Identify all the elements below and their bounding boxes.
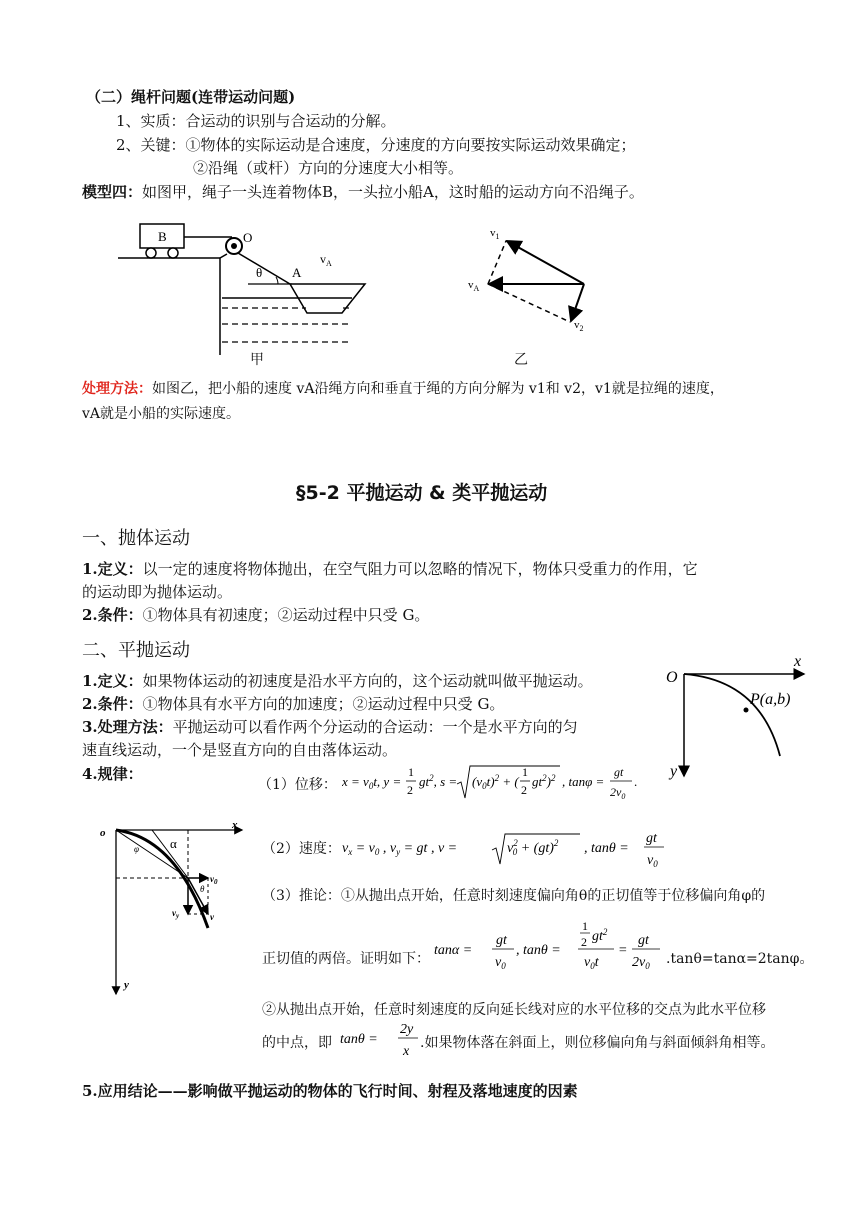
svg-text:1: 1 xyxy=(408,765,414,779)
inference-line-4b: .如果物体落在斜面上，则位移偏向角与斜面倾斜角相等。 xyxy=(420,1035,775,1051)
label-va: $v_A$ xyxy=(320,252,332,268)
label-y-right: y xyxy=(670,763,678,780)
label-o: O xyxy=(243,230,253,245)
label-v2: $v_2$ xyxy=(574,319,584,333)
rope-line xyxy=(238,253,290,284)
part2-cond xyxy=(82,693,504,714)
section-title: §5-2 平抛运动 & 类平抛运动 xyxy=(296,482,548,504)
svg-text:v0t: $v_0t$ xyxy=(584,955,599,971)
caption-jia: 甲 xyxy=(250,352,264,368)
svg-text:2v0: $2v_0$ xyxy=(610,785,626,801)
label-o-right: O xyxy=(666,669,678,686)
part1-def-label: 1.定义： xyxy=(82,560,143,578)
inference-line-1 xyxy=(262,885,765,905)
svg-text:1: 1 xyxy=(522,765,528,779)
method-text: 如图乙，把小船的速度 vA沿绳方向和垂直于绳的方向分解为 v1和 v2，v1就是拉绳的速度， xyxy=(152,381,724,397)
inference-proof-formula xyxy=(434,918,674,978)
rope-item-key-2: ②沿绳（或杆）方向的分速度大小相等。 xyxy=(193,159,464,177)
caption-yi: 乙 xyxy=(514,352,528,368)
inference-line-4a: 的中点，即 xyxy=(262,1035,332,1051)
cart-wheel-right xyxy=(168,248,178,258)
displacement-label: （1）位移： xyxy=(258,777,337,793)
part2-method xyxy=(82,716,578,737)
rope-heading: （二）绳杆问题(连带运动问题) xyxy=(86,88,296,106)
part2-cond-text: ①物体具有水平方向的加速度；②运动过程中只受 G。 xyxy=(142,695,505,713)
svg-text:2y: 2y xyxy=(400,1022,414,1037)
svg-text:2: 2 xyxy=(407,783,413,797)
label-theta: θ xyxy=(256,265,263,280)
vector-v2 xyxy=(571,284,584,321)
part2-def-label: 1.定义： xyxy=(82,672,143,690)
inference-line-2a: 正切值的两倍。证明如下： xyxy=(262,951,430,967)
part1-cond-text: ①物体具有初速度；②运动过程中只受 G。 xyxy=(142,606,430,624)
part1-def-text: 以一定的速度将物体抛出，在空气阻力可以忽略的情况下，物体只受重力的作用，它 xyxy=(142,560,698,578)
inference-label: （3）推论： xyxy=(262,888,341,904)
velocity-label: （2）速度： xyxy=(262,841,341,857)
svg-text:, tanθ =: , tanθ = xyxy=(584,841,629,856)
model-four-line xyxy=(82,181,644,202)
model-four-label: 模型四： xyxy=(82,183,143,201)
part1-def xyxy=(82,558,698,579)
label-y-left: y xyxy=(124,979,129,991)
svg-text:tanθ =: tanθ = xyxy=(340,1032,378,1047)
svg-text:x: x xyxy=(403,1044,410,1059)
vector-v1 xyxy=(507,241,584,284)
cart-wheel-left xyxy=(146,248,156,258)
label-va-yi: $v_A$ xyxy=(468,279,480,293)
svg-text:v20 + (gt)2: $v^2$ 0 + (gt)$^2$ xyxy=(507,838,559,857)
svg-text:, tanφ =: , tanφ = xyxy=(562,774,605,789)
label-vy-left: $v_y$ xyxy=(172,908,180,920)
part2-heading: 二、平抛运动 xyxy=(82,640,190,661)
velocity-graph xyxy=(96,818,256,998)
svg-text:v0: $v_0$ xyxy=(495,955,506,971)
svg-text:.: . xyxy=(634,774,638,789)
method-line-2: vA就是小船的实际速度。 xyxy=(82,406,241,422)
velocity-formula xyxy=(342,822,682,874)
part1-heading: 一、抛体运动 xyxy=(82,528,190,549)
svg-text:v0: $v_0$ xyxy=(647,853,658,869)
label-alpha-left: α xyxy=(170,836,177,851)
label-x-right: x xyxy=(794,653,802,670)
trajectory-curve xyxy=(684,674,780,756)
svg-text:2v0: $2v_0$ xyxy=(632,955,650,971)
method-line-1 xyxy=(82,378,724,398)
figure-yi-diagram xyxy=(460,218,600,338)
label-phi-left: φ xyxy=(134,844,139,854)
left-trajectory xyxy=(116,830,208,928)
label-v-left: v xyxy=(210,912,214,922)
label-a: A xyxy=(292,265,302,280)
part2-def xyxy=(82,670,593,691)
part1-cond xyxy=(82,604,429,625)
inference-line-3: ②从抛出点开始，任意时刻速度的反向延长线对应的水平位移的交点为此水平位移 xyxy=(262,1002,766,1018)
figure-jia-diagram xyxy=(110,210,370,370)
part2-method-text: 平抛运动可以看作两个分运动的合运动：一个是水平方向的匀 xyxy=(172,718,578,736)
svg-text:(v0t)2 + (: $(v_0t)^2$ + ( xyxy=(472,773,519,791)
svg-text:2: 2 xyxy=(581,935,587,949)
svg-text:gt: gt xyxy=(638,933,649,948)
rope-item-key: 2、关键：①物体的实际运动是合速度，分速度的方向要按实际运动效果确定； xyxy=(116,136,636,154)
svg-text:vx = v0 , vy = gt , v =: $v_x = v_0$ , $v_y$ = gt , v = xyxy=(342,841,458,857)
svg-text:=: = xyxy=(618,943,628,958)
svg-text:gt2: $gt^2$ xyxy=(592,927,608,944)
svg-text:gt2, s =: $gt^2$, s = xyxy=(419,773,458,789)
label-v0-left: $v_0$ xyxy=(210,874,218,886)
svg-text:gt: gt xyxy=(496,933,507,948)
inference-text-1: ①从抛出点开始，任意时刻速度偏向角θ的正切值等于位移偏向角φ的 xyxy=(340,888,766,904)
rope-item-essence: 1、实质：合运动的识别与合运动的分解。 xyxy=(116,112,396,130)
svg-text:2: 2 xyxy=(521,783,527,797)
method-label: 处理方法： xyxy=(82,381,152,397)
label-b: B xyxy=(158,229,167,244)
part2-def-text: 如果物体运动的初速度是沿水平方向的，这个运动就叫做平抛运动。 xyxy=(142,672,593,690)
conclusion-heading: 5.应用结论——影响做平抛运动的物体的飞行时间、射程及落地速度的因素 xyxy=(82,1082,578,1100)
label-theta-left: θ xyxy=(200,884,205,894)
label-v1: $v_1$ xyxy=(490,227,500,241)
label-o-left: o xyxy=(100,827,106,839)
svg-text:1: 1 xyxy=(582,919,588,933)
svg-text:gt: gt xyxy=(646,831,657,846)
part2-method-2: 速直线运动，一个是竖直方向的自由落体运动。 xyxy=(82,741,398,759)
svg-text:gt: gt xyxy=(614,765,624,779)
part2-law-label: 4.规律： xyxy=(82,765,143,783)
label-x-left: x xyxy=(232,819,238,831)
model-four-text: 如图甲，绳子一头连着物体B，一头拉小船A，这时船的运动方向不沿绳子。 xyxy=(142,183,644,201)
part2-cond-label: 2.条件： xyxy=(82,695,143,713)
svg-text:, tanθ =: , tanθ = xyxy=(516,943,561,958)
part1-def-2: 的运动即为抛体运动。 xyxy=(82,583,233,601)
label-p: P(a,b) xyxy=(750,691,791,708)
part2-method-label: 3.处理方法： xyxy=(82,718,173,736)
inference-line-2b: .tanθ=tanα=2tanφ。 xyxy=(666,951,814,967)
svg-text:x = v0t, y =: $x = v_0t$, y = xyxy=(342,774,402,791)
svg-text:gt2)2: $gt^2)^2$ xyxy=(532,773,556,789)
part1-cond-label: 2.条件： xyxy=(82,606,143,624)
displacement-formula xyxy=(342,760,642,804)
svg-text:tanα =: tanα = xyxy=(434,943,473,958)
trajectory-graph xyxy=(660,652,810,782)
point-p xyxy=(744,708,749,713)
